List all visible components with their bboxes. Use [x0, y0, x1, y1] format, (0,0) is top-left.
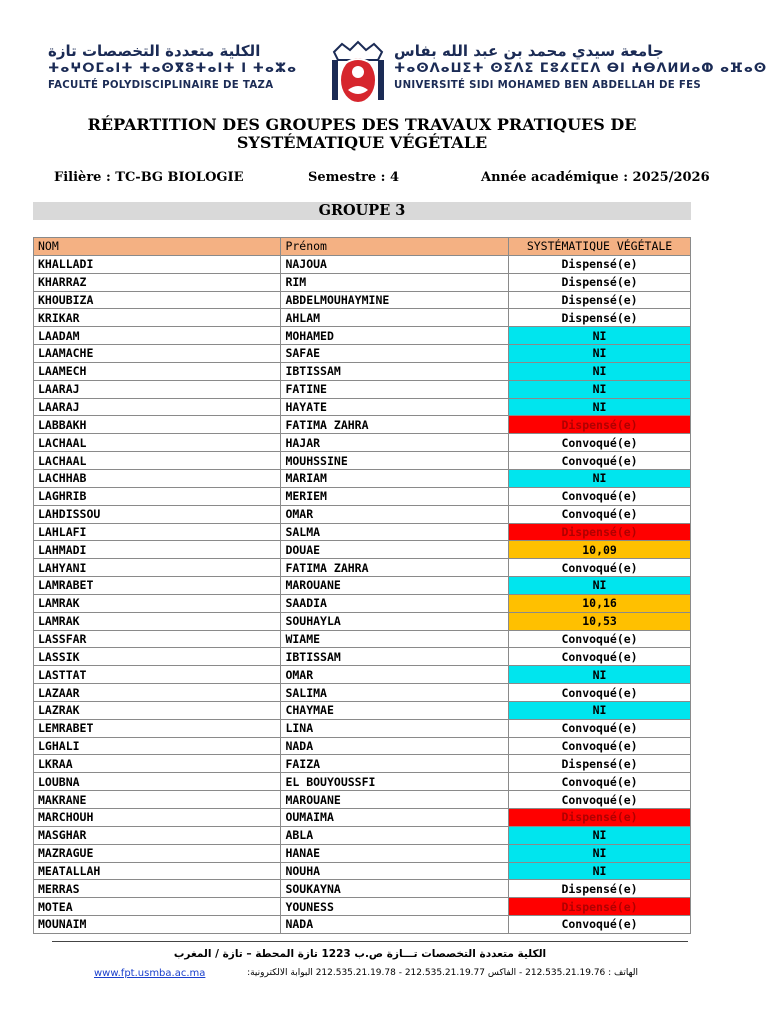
cell-systematique-status: NI	[509, 826, 691, 844]
cell-prenom: SOUHAYLA	[281, 612, 509, 630]
table-row	[34, 577, 691, 595]
cell-nom: MERRAS	[34, 880, 281, 898]
cell-nom: MARCHOUH	[34, 809, 281, 827]
cell-nom: LAHLAFI	[34, 523, 281, 541]
table-header-row	[34, 238, 691, 256]
column-header-nom: NOM	[34, 238, 281, 256]
cell-nom: LAHDISSOU	[34, 505, 281, 523]
cell-prenom: OMAR	[281, 505, 509, 523]
table-row	[34, 362, 691, 380]
document-title	[0, 116, 724, 152]
cell-systematique-status: NI	[509, 345, 691, 363]
cell-nom: LABBAKH	[34, 416, 281, 434]
cell-nom: LKRAA	[34, 755, 281, 773]
table-row	[34, 594, 691, 612]
cell-systematique-status: Dispensé(e)	[509, 880, 691, 898]
cell-nom: MASGHAR	[34, 826, 281, 844]
table-row	[34, 648, 691, 666]
cell-nom: LAAMECH	[34, 362, 281, 380]
cell-prenom: HANAE	[281, 844, 509, 862]
cell-prenom: FATIMA ZAHRA	[281, 416, 509, 434]
cell-systematique-status: Dispensé(e)	[509, 416, 691, 434]
faculty-name-tifinagh: ⵜⴰⵖⵔⵎⴰⵏⵜ ⵜⴰⵙⴳⵓⵜⴰⵏⵜ ⵏ ⵜⴰⵣⴰ	[48, 61, 298, 76]
cell-prenom: SALIMA	[281, 684, 509, 702]
cell-systematique-status: Convoqué(e)	[509, 737, 691, 755]
cell-nom: KHALLADI	[34, 255, 281, 273]
cell-prenom: HAYATE	[281, 398, 509, 416]
table-row	[34, 291, 691, 309]
cell-nom: LAMRAK	[34, 612, 281, 630]
cell-systematique-status: Dispensé(e)	[509, 273, 691, 291]
table-row	[34, 719, 691, 737]
cell-systematique-status: NI	[509, 577, 691, 595]
cell-nom: LAAMACHE	[34, 345, 281, 363]
cell-prenom: YOUNESS	[281, 898, 509, 916]
cell-systematique-status: NI	[509, 380, 691, 398]
table-row	[34, 380, 691, 398]
cell-systematique-status: Dispensé(e)	[509, 523, 691, 541]
cell-systematique-status: NI	[509, 327, 691, 345]
table-row	[34, 791, 691, 809]
cell-prenom: ABLA	[281, 826, 509, 844]
cell-prenom: IBTISSAM	[281, 362, 509, 380]
cell-nom: LAGHRIB	[34, 487, 281, 505]
table-row	[34, 755, 691, 773]
semestre-label: Semestre : 4	[308, 170, 400, 185]
cell-prenom: NADA	[281, 916, 509, 934]
university-name-tifinagh: ⵜⴰⵙⴷⴰⵡⵉⵜ ⵙⵉⴷⵉ ⵎⵓⵃⵎⵎⴷ ⴱⵏ ⵄⴱⴷⵍⵍⴰⵀ ⴰⴼⴰⵙ	[394, 61, 767, 76]
cell-systematique-status: Dispensé(e)	[509, 291, 691, 309]
cell-nom: LAMRAK	[34, 594, 281, 612]
table-row	[34, 809, 691, 827]
table-row	[34, 255, 691, 273]
cell-nom: MAKRANE	[34, 791, 281, 809]
footer-divider	[52, 941, 688, 942]
cell-systematique-status: NI	[509, 362, 691, 380]
table-row	[34, 523, 691, 541]
table-row	[34, 898, 691, 916]
cell-prenom: SALMA	[281, 523, 509, 541]
table-row	[34, 916, 691, 934]
cell-systematique-status: 10,09	[509, 541, 691, 559]
cell-systematique-status: Convoqué(e)	[509, 559, 691, 577]
cell-prenom: MERIEM	[281, 487, 509, 505]
faculty-name-french: FACULTÉ POLYDISCIPLINAIRE DE TAZA	[48, 80, 274, 91]
cell-systematique-status: NI	[509, 666, 691, 684]
cell-systematique-status: NI	[509, 862, 691, 880]
cell-prenom: WIAME	[281, 630, 509, 648]
cell-prenom: MOHAMED	[281, 327, 509, 345]
cell-prenom: FATINE	[281, 380, 509, 398]
column-header-prenom: Prénom	[281, 238, 509, 256]
cell-prenom: DOUAE	[281, 541, 509, 559]
cell-systematique-status: Dispensé(e)	[509, 309, 691, 327]
cell-systematique-status: NI	[509, 398, 691, 416]
table-row	[34, 273, 691, 291]
column-header-systematique: SYSTÉMATIQUE VÉGÉTALE	[509, 238, 691, 256]
cell-nom: LOUBNA	[34, 773, 281, 791]
cell-systematique-status: Convoqué(e)	[509, 773, 691, 791]
cell-systematique-status: Dispensé(e)	[509, 255, 691, 273]
cell-nom: LACHAAL	[34, 434, 281, 452]
cell-prenom: FAIZA	[281, 755, 509, 773]
cell-systematique-status: Dispensé(e)	[509, 898, 691, 916]
cell-prenom: NAJOUA	[281, 255, 509, 273]
cell-nom: LAARAJ	[34, 398, 281, 416]
table-row	[34, 541, 691, 559]
cell-prenom: CHAYMAE	[281, 701, 509, 719]
cell-prenom: SAFAE	[281, 345, 509, 363]
cell-prenom: FATIMA ZAHRA	[281, 559, 509, 577]
table-row	[34, 844, 691, 862]
cell-systematique-status: Convoqué(e)	[509, 487, 691, 505]
faculty-name-arabic: الكلية متعددة التخصصات تازة	[48, 42, 261, 60]
table-row	[34, 880, 691, 898]
cell-nom: MAZRAGUE	[34, 844, 281, 862]
cell-nom: KRIKAR	[34, 309, 281, 327]
title-line-1: RÉPARTITION DES GROUPES DES TRAVAUX PRATIQUES DE	[87, 115, 637, 134]
cell-prenom: IBTISSAM	[281, 648, 509, 666]
cell-prenom: SOUKAYNA	[281, 880, 509, 898]
table-row	[34, 309, 691, 327]
cell-nom: LAHYANI	[34, 559, 281, 577]
footer-address: الكلية متعددة التخصصات تـــازة ص.ب 1223 تازة المحطة – تازة / المغرب	[173, 948, 547, 960]
table-row	[34, 826, 691, 844]
table-row	[34, 416, 691, 434]
cell-systematique-status: 10,16	[509, 594, 691, 612]
cell-systematique-status: Convoqué(e)	[509, 630, 691, 648]
cell-systematique-status: Convoqué(e)	[509, 684, 691, 702]
cell-prenom: EL BOUYOUSSFI	[281, 773, 509, 791]
annee-academique-label: Année académique : 2025/2026	[481, 170, 710, 185]
table-row	[34, 862, 691, 880]
cell-prenom: RIM	[281, 273, 509, 291]
table-row	[34, 434, 691, 452]
student-roster-table	[33, 237, 691, 934]
cell-prenom: AHLAM	[281, 309, 509, 327]
cell-nom: LASSIK	[34, 648, 281, 666]
university-name-arabic: جامعة سيدي محمد بن عبد الله بفاس	[394, 42, 664, 60]
cell-nom: LAMRABET	[34, 577, 281, 595]
cell-systematique-status: Dispensé(e)	[509, 755, 691, 773]
title-line-2: SYSTÉMATIQUE VÉGÉTALE	[236, 133, 488, 152]
cell-systematique-status: Convoqué(e)	[509, 434, 691, 452]
page-header	[0, 0, 767, 110]
cell-systematique-status: NI	[509, 701, 691, 719]
table-row	[34, 701, 691, 719]
cell-prenom: OUMAIMA	[281, 809, 509, 827]
cell-systematique-status: 10,53	[509, 612, 691, 630]
table-row	[34, 327, 691, 345]
cell-nom: LAADAM	[34, 327, 281, 345]
cell-prenom: MARIAM	[281, 469, 509, 487]
cell-prenom: ABDELMOUHAYMINE	[281, 291, 509, 309]
table-row	[34, 398, 691, 416]
cell-systematique-status: Convoqué(e)	[509, 452, 691, 470]
cell-nom: LAZRAK	[34, 701, 281, 719]
cell-prenom: MOUHSSINE	[281, 452, 509, 470]
table-row	[34, 773, 691, 791]
footer-contact: الهاتف : 212.535.21.19.76 - الفاكس 212.535.21.19.77 - 212.535.21.19.78 البوابة الالكترونية:	[247, 968, 638, 978]
cell-prenom: MAROUANE	[281, 791, 509, 809]
cell-systematique-status: NI	[509, 469, 691, 487]
roster-body	[34, 255, 691, 933]
cell-prenom: MAROUANE	[281, 577, 509, 595]
filiere-label: Filière : TC-BG BIOLOGIE	[54, 170, 244, 185]
cell-nom: LAARAJ	[34, 380, 281, 398]
cell-prenom: NOUHA	[281, 862, 509, 880]
cell-nom: LGHALI	[34, 737, 281, 755]
university-logo-icon	[326, 40, 390, 106]
cell-prenom: NADA	[281, 737, 509, 755]
table-row	[34, 345, 691, 363]
cell-prenom: SAADIA	[281, 594, 509, 612]
cell-nom: LASTTAT	[34, 666, 281, 684]
cell-nom: LAHMADI	[34, 541, 281, 559]
table-row	[34, 666, 691, 684]
cell-nom: KHARRAZ	[34, 273, 281, 291]
cell-systematique-status: Convoqué(e)	[509, 791, 691, 809]
cell-nom: LAZAAR	[34, 684, 281, 702]
cell-systematique-status: Dispensé(e)	[509, 809, 691, 827]
cell-nom: LACHAAL	[34, 452, 281, 470]
cell-nom: MOTEA	[34, 898, 281, 916]
table-row	[34, 452, 691, 470]
cell-nom: LEMRABET	[34, 719, 281, 737]
cell-nom: LACHHAB	[34, 469, 281, 487]
university-identity	[394, 42, 767, 94]
groupe-banner: GROUPE 3	[33, 202, 691, 220]
table-row	[34, 684, 691, 702]
cell-nom: MOUNAIM	[34, 916, 281, 934]
cell-systematique-status: Convoqué(e)	[509, 648, 691, 666]
footer-website-link[interactable]: www.fpt.usmba.ac.ma	[94, 968, 206, 979]
cell-systematique-status: NI	[509, 844, 691, 862]
cell-prenom: HAJAR	[281, 434, 509, 452]
table-row	[34, 487, 691, 505]
table-row	[34, 559, 691, 577]
table-row	[34, 469, 691, 487]
cell-systematique-status: Convoqué(e)	[509, 719, 691, 737]
faculty-identity	[48, 42, 310, 94]
university-name-french: UNIVERSITÉ SIDI MOHAMED BEN ABDELLAH DE FES	[394, 80, 702, 91]
table-row	[34, 737, 691, 755]
cell-prenom: LINA	[281, 719, 509, 737]
cell-systematique-status: Convoqué(e)	[509, 916, 691, 934]
cell-nom: LASSFAR	[34, 630, 281, 648]
cell-nom: KHOUBIZA	[34, 291, 281, 309]
table-row	[34, 612, 691, 630]
cell-prenom: OMAR	[281, 666, 509, 684]
table-row	[34, 630, 691, 648]
table-row	[34, 505, 691, 523]
cell-systematique-status: Convoqué(e)	[509, 505, 691, 523]
cell-nom: MEATALLAH	[34, 862, 281, 880]
